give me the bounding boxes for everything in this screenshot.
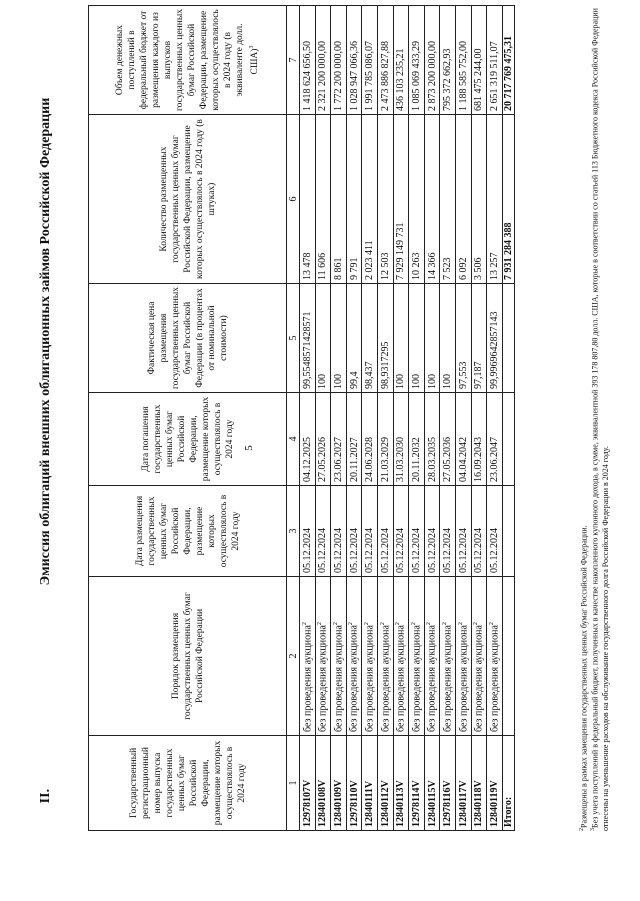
reg-number-cell: 12840108V (315, 736, 331, 831)
reg-number-cell: 12840118V (471, 736, 487, 831)
quantity-cell: 10 263 (409, 115, 425, 284)
quantity-cell: 13 478 (300, 115, 316, 284)
table-row (409, 6, 425, 831)
reg-number-cell: 12840113V (393, 736, 409, 831)
method-cell (331, 577, 347, 736)
placement-date-cell: 05.12.2024 (487, 486, 503, 577)
method-sup: 2 (317, 622, 324, 626)
price-cell: 100 (393, 284, 409, 393)
placement-date-cell: 05.12.2024 (393, 486, 409, 577)
amount-cell: 2 651 319 511,07 (487, 6, 503, 115)
maturity-date-cell: 27.05.2026 (315, 393, 331, 486)
placement-date-cell: 05.12.2024 (331, 486, 347, 577)
method-cell (393, 577, 409, 736)
price-cell: 100 (331, 284, 347, 393)
method-text: без проведения аукциона (348, 625, 360, 732)
method-cell (346, 577, 362, 736)
header-maturity-date: Дата погашения государственных ценных бумаг Российской Федерации, размещение которых осуществлялось в 2024 году (89, 393, 287, 486)
placement-date-cell: 05.12.2024 (315, 486, 331, 577)
quantity-cell: 2 023 411 (362, 115, 378, 284)
quantity-cell: 7 929 149 731 (393, 115, 409, 284)
header-quantity: Количество размещенных государственных ценных бумаг Российской Федерации, размещение которых осуществлялось в 2024 году (в штуках) (89, 115, 287, 284)
amount-cell: 2 321 200 000,00 (315, 6, 331, 115)
method-cell (440, 577, 456, 736)
price-cell: 100 (424, 284, 440, 393)
section-number: II. (38, 788, 53, 804)
maturity-date-cell: 31.03.2030 (393, 393, 409, 486)
method-text: без проведения аукциона (333, 625, 345, 732)
method-sup: 2 (473, 622, 480, 626)
maturity-date-cell: 28.03.2035 (424, 393, 440, 486)
footnote-mark: 2 (579, 828, 585, 831)
maturity-date-cell: 04.04.2042 (455, 393, 471, 486)
reg-number-cell: 12978107V (300, 736, 316, 831)
price-cell: 98,437 (362, 284, 378, 393)
placement-date-cell: 05.12.2024 (377, 486, 393, 577)
table-row (424, 6, 440, 831)
column-number: 2 (287, 577, 300, 736)
column-number: 1 (287, 736, 300, 831)
table-body (287, 6, 515, 831)
method-text: без проведения аукциона (379, 625, 391, 732)
header-price: Фактическая цена размещения государственных ценных бумаг Российской Федерации (в процентах от номинальной стоимости) (89, 284, 287, 393)
amount-cell: 1 085 069 433,29 (409, 6, 425, 115)
quantity-cell: 6 092 (455, 115, 471, 284)
maturity-date-cell: 04.12.2025 (300, 393, 316, 486)
reg-number-cell: 12978110V (346, 736, 362, 831)
method-cell (471, 577, 487, 736)
amount-cell: 436 103 235,21 (393, 6, 409, 115)
page-number: 5 (242, 445, 255, 451)
column-number-row (287, 6, 300, 831)
table-row (346, 6, 362, 831)
placement-date-cell: 05.12.2024 (362, 486, 378, 577)
table-row (440, 6, 456, 831)
method-sup: 2 (441, 622, 448, 626)
maturity-date-cell: 24.06.2028 (362, 393, 378, 486)
price-cell: 98,9317295 (377, 284, 393, 393)
placement-date-cell: 05.12.2024 (440, 486, 456, 577)
header-placement-method: Порядок размещения государственных ценных бумаг Российской Федерации (89, 577, 287, 736)
amount-cell: 1 028 947 066,36 (346, 6, 362, 115)
maturity-date-cell: 21.03.2029 (377, 393, 393, 486)
method-cell (487, 577, 503, 736)
placement-date-cell: 05.12.2024 (455, 486, 471, 577)
quantity-cell: 7 523 (440, 115, 456, 284)
method-sup: 2 (410, 622, 417, 626)
table-row (377, 6, 393, 831)
maturity-date-cell: 20.11.2027 (346, 393, 362, 486)
method-sup: 2 (332, 622, 339, 626)
method-text: без проведения аукциона (473, 625, 485, 732)
method-text: без проведения аукциона (301, 625, 313, 732)
method-text: без проведения аукциона (364, 625, 376, 732)
footnote-mark: 3 (590, 828, 596, 831)
table-row (455, 6, 471, 831)
total-quantity: 7 931 284 388 (502, 115, 514, 284)
column-number: 5 (287, 284, 300, 393)
table-row (362, 6, 378, 831)
quantity-cell: 8 861 (331, 115, 347, 284)
method-text: без проведения аукциона (457, 625, 469, 732)
quantity-cell: 14 366 (424, 115, 440, 284)
method-sup: 2 (488, 622, 495, 626)
method-sup: 2 (348, 622, 355, 626)
total-row (502, 6, 514, 831)
quantity-cell: 11 606 (315, 115, 331, 284)
header-amount-sup: 3 (248, 45, 255, 49)
method-cell (377, 577, 393, 736)
amount-cell: 681 475 244,00 (471, 6, 487, 115)
price-cell: 100 (315, 284, 331, 393)
quantity-cell: 3 506 (471, 115, 487, 284)
total-amount: 20 717 769 475,31 (502, 6, 514, 115)
table-row (393, 6, 409, 831)
method-sup: 2 (364, 622, 370, 626)
method-sup: 2 (301, 622, 308, 626)
price-cell: 100 (409, 284, 425, 393)
amount-cell: 2 473 886 827,88 (377, 6, 393, 115)
header-placement-date: Дата размещения государственных ценных бумаг Российской Федерации, размещение которых осуществлялось в 2024 году (89, 486, 287, 577)
method-sup: 2 (395, 622, 402, 626)
method-text: без проведения аукциона (489, 625, 501, 732)
price-cell: 99,5548571428571 (300, 284, 316, 393)
method-text: без проведения аукциона (317, 625, 329, 732)
empty-cell (502, 284, 514, 393)
method-text: без проведения аукциона (411, 625, 423, 732)
placement-date-cell: 05.12.2024 (409, 486, 425, 577)
table-row (487, 6, 503, 831)
method-text: без проведения аукциона (442, 625, 454, 732)
price-cell: 99,4 (346, 284, 362, 393)
header-amount (89, 6, 287, 115)
maturity-date-cell: 16.09.2043 (471, 393, 487, 486)
method-text: без проведения аукциона (395, 625, 407, 732)
maturity-date-cell: 27.05.2036 (440, 393, 456, 486)
quantity-cell: 13 257 (487, 115, 503, 284)
reg-number-cell: 12840117V (455, 736, 471, 831)
method-sup: 2 (426, 622, 433, 626)
table-header-row (89, 6, 287, 831)
empty-cell (502, 577, 514, 736)
method-sup: 2 (457, 622, 464, 626)
column-number: 3 (287, 486, 300, 577)
header-amount-text: Объем денежных поступлений в федеральный бюджет от размещения каждого из выпусков государственных ценных бумаг Российской Федерации, размещение которых осуществлялось в 2024 году (в эквиваленте долл. США) (114, 9, 261, 111)
quantity-cell: 12 503 (377, 115, 393, 284)
reg-number-cell: 12840109V (331, 736, 347, 831)
reg-number-cell: 12978116V (440, 736, 456, 831)
reg-number-cell: 12978114V (409, 736, 425, 831)
amount-cell: 1 991 785 086,07 (362, 6, 378, 115)
maturity-date-cell: 23.06.2027 (331, 393, 347, 486)
table-row (315, 6, 331, 831)
amount-cell: 795 372 662,93 (440, 6, 456, 115)
method-cell (424, 577, 440, 736)
reg-number-cell: 12840119V (487, 736, 503, 831)
placement-date-cell: 05.12.2024 (424, 486, 440, 577)
reg-number-cell: 12840115V (424, 736, 440, 831)
price-cell: 97,187 (471, 284, 487, 393)
method-cell (409, 577, 425, 736)
placement-date-cell: 05.12.2024 (471, 486, 487, 577)
quantity-cell: 9 791 (346, 115, 362, 284)
amount-cell: 1 418 624 656,50 (300, 6, 316, 115)
reg-number-cell: 12840111V (362, 736, 378, 831)
section-title-text: Эмиссия облигаций внешних облигационных займов Российской Федерации (38, 97, 53, 586)
maturity-date-cell: 23.06.2047 (487, 393, 503, 486)
amount-cell: 2 873 200 000,00 (424, 6, 440, 115)
price-cell: 97,553 (455, 284, 471, 393)
column-number: 4 (287, 393, 300, 486)
amount-cell: 1 188 585 752,00 (455, 6, 471, 115)
table-row (471, 6, 487, 831)
placement-date-cell: 05.12.2024 (300, 486, 316, 577)
column-number: 6 (287, 115, 300, 284)
method-cell (362, 577, 378, 736)
method-text: без проведения аукциона (426, 625, 438, 732)
column-number: 7 (287, 6, 300, 115)
table-row (300, 6, 316, 831)
maturity-date-cell: 20.11.2032 (409, 393, 425, 486)
price-cell: 100 (440, 284, 456, 393)
placement-date-cell: 05.12.2024 (346, 486, 362, 577)
section-title (38, 0, 54, 901)
table-row (331, 6, 347, 831)
amount-cell: 1 772 200 000,00 (331, 6, 347, 115)
total-label: Итого: (502, 736, 514, 831)
method-cell (455, 577, 471, 736)
footnote-3 (588, 5, 611, 831)
empty-cell (502, 486, 514, 577)
method-cell (315, 577, 331, 736)
footnote-text: Размещены в рамках замещения государственных ценных бумаг Российской Федерации. (579, 525, 589, 828)
footnote-text: Без учета поступлений в федеральный бюджет, полученных в качестве накопленного купонного дохода, в сумме, эквивалентной 393 178 807,80 долл. США, которые в соответствии со статьей 113 Бюджетного кодекса Российской Федерации отнесены на уменьшение расходов на обслуживание государственного долга Российской Федерации в 2024 году. (590, 8, 610, 831)
bonds-table (88, 5, 515, 831)
method-sup: 2 (379, 622, 386, 626)
empty-cell (502, 393, 514, 486)
price-cell: 99,9969642857143 (487, 284, 503, 393)
header-reg-number: Государственный регистрационный номер выпуска государственных ценных бумаг Российской Федерации, размещение которых осуществлялось в 2024 году (89, 736, 287, 831)
reg-number-cell: 12840112V (377, 736, 393, 831)
method-cell (300, 577, 316, 736)
